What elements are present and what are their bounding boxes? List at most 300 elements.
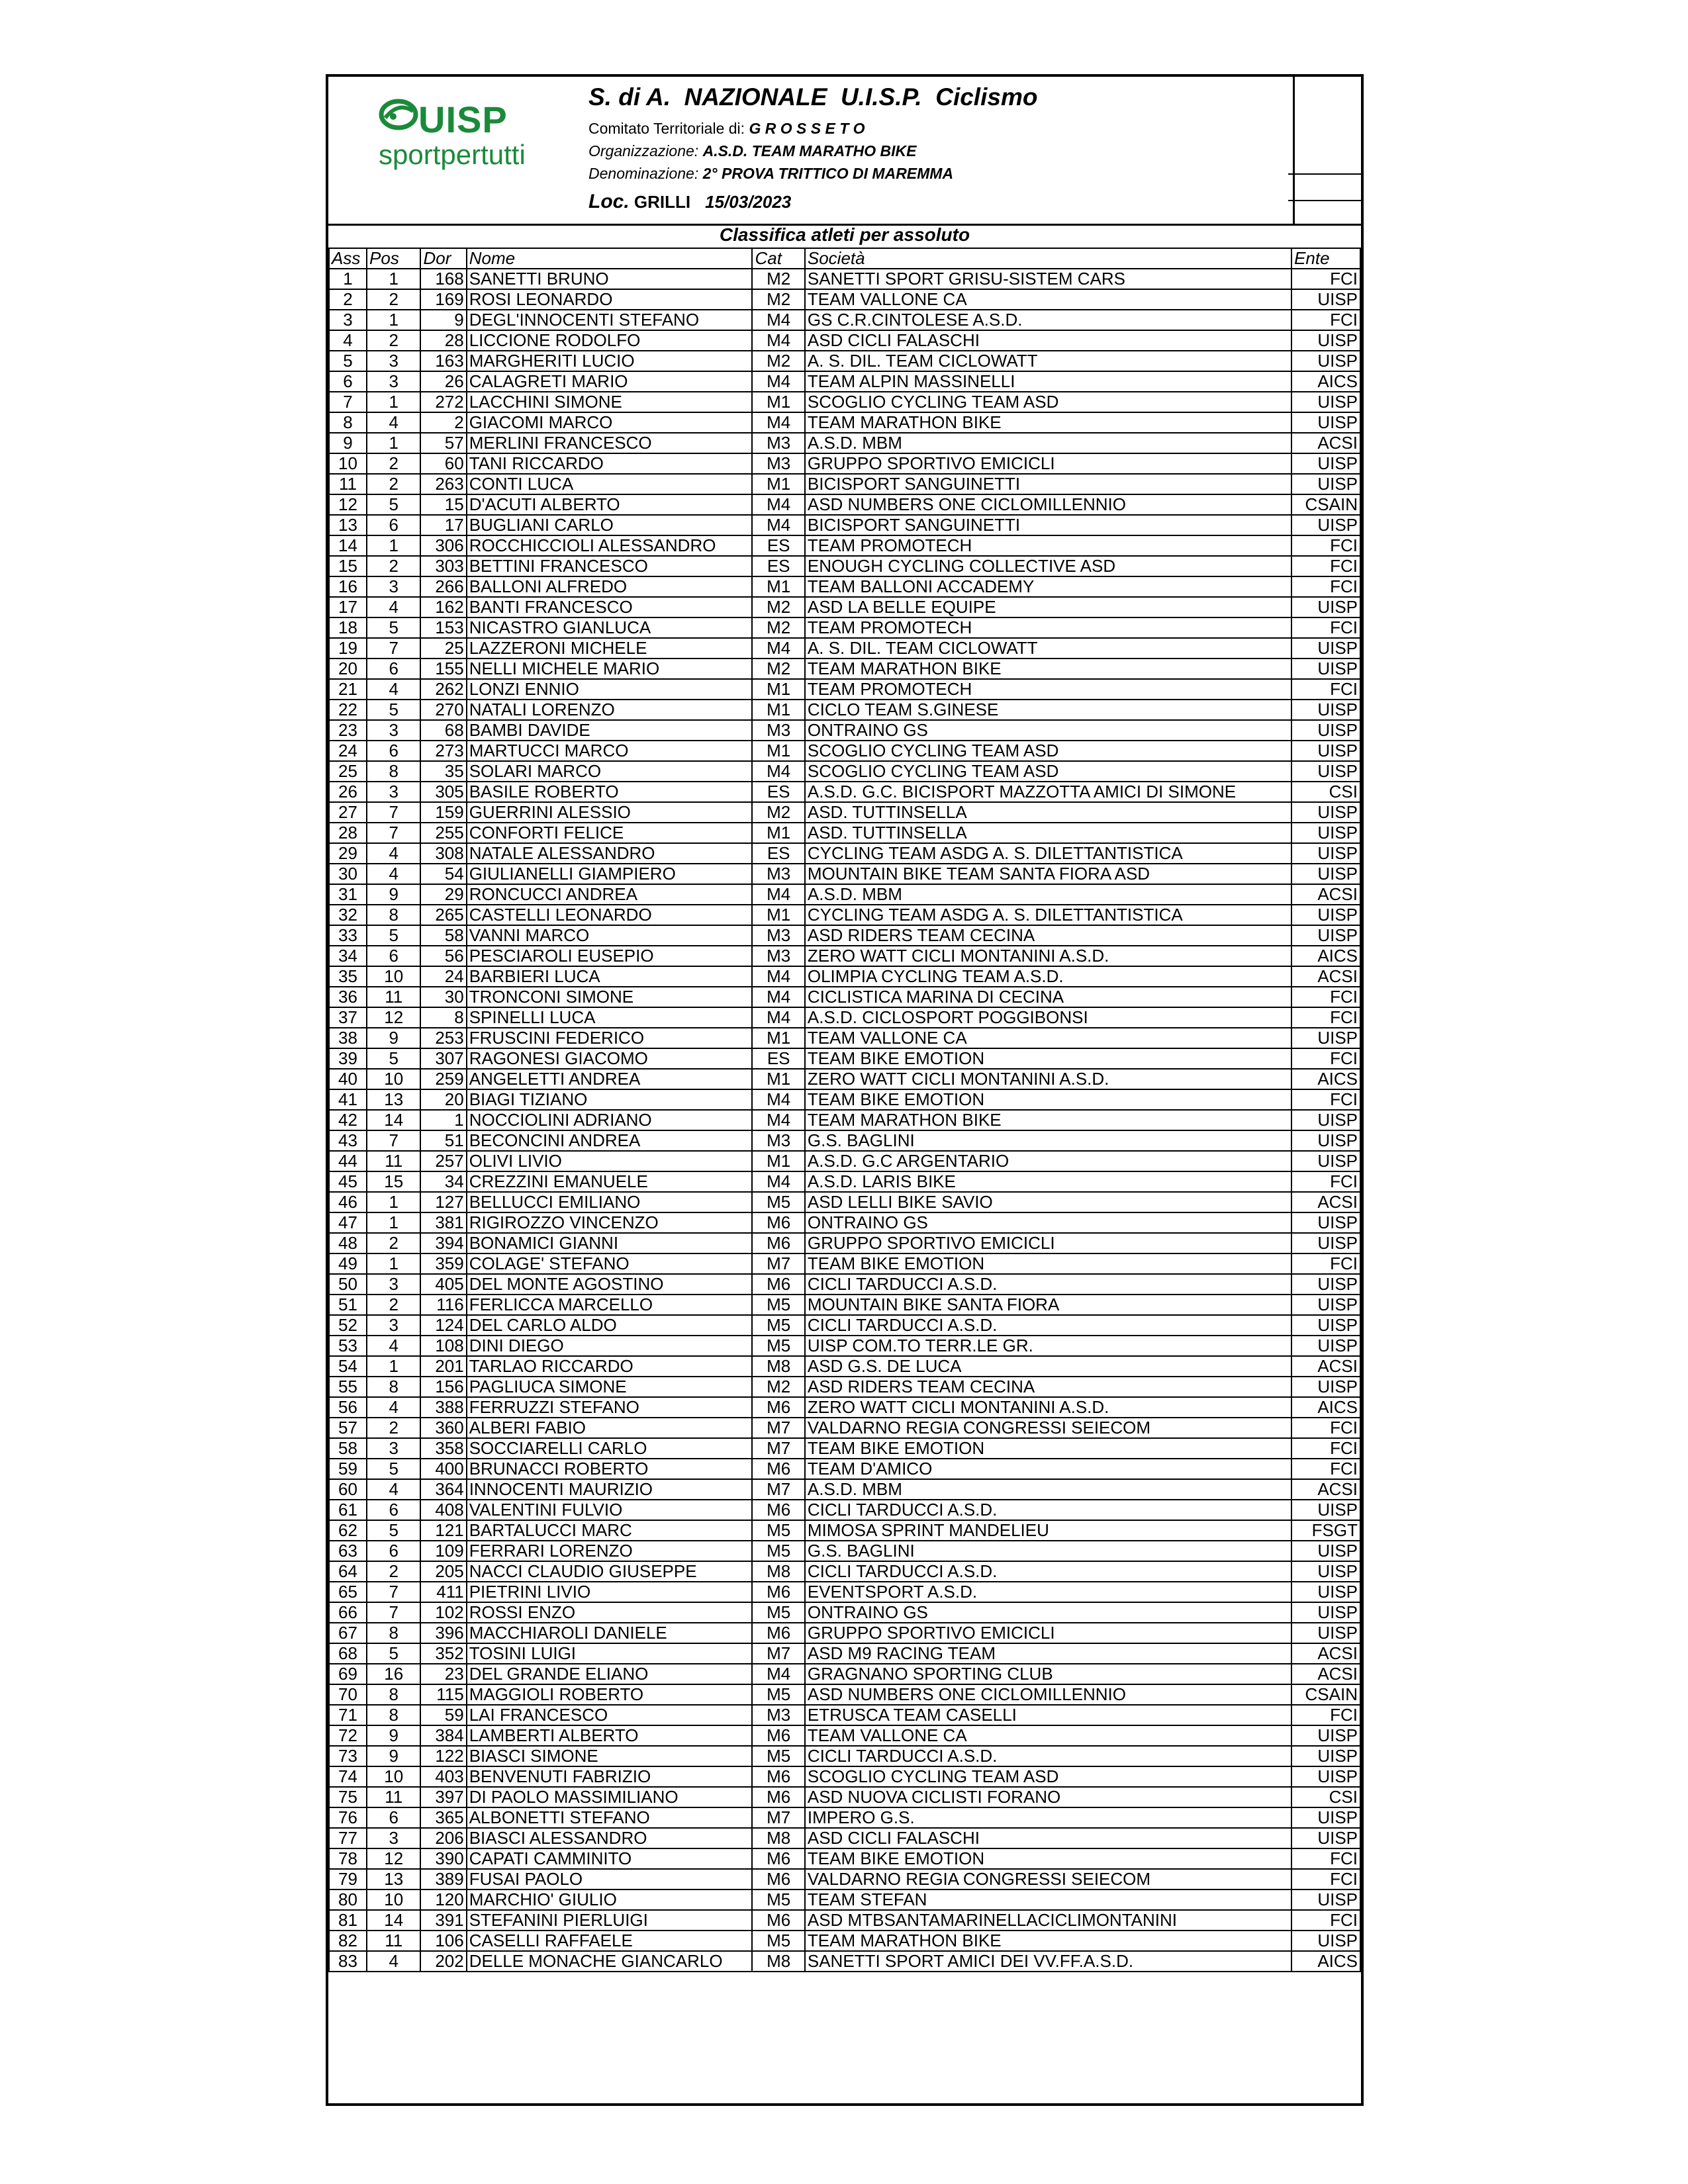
cell-pos: 2 (367, 1295, 420, 1315)
cell-nome: BIASCI ALESSANDRO (467, 1828, 753, 1848)
cell-ente: CSI (1291, 782, 1360, 802)
cell-cat: M6 (752, 1623, 804, 1643)
cell-ente: ACSI (1291, 884, 1360, 905)
cell-ass: 20 (329, 659, 367, 679)
cell-societa: G.S. BAGLINI (805, 1541, 1291, 1561)
cell-cat: M7 (752, 1418, 804, 1438)
table-row (329, 1541, 1360, 1561)
cell-cat: M4 (752, 310, 804, 330)
cell-ente: UISP (1291, 905, 1360, 925)
cell-nome: STEFANINI PIERLUIGI (467, 1910, 753, 1931)
cell-cat: M7 (752, 1643, 804, 1664)
table-row (329, 1438, 1360, 1459)
cell-nome: BENVENUTI FABRIZIO (467, 1766, 753, 1787)
cell-dor: 365 (420, 1807, 466, 1828)
cell-nome: LAZZERONI MICHELE (467, 638, 753, 659)
cell-ass: 67 (329, 1623, 367, 1643)
cell-pos: 4 (367, 864, 420, 884)
table-row (329, 1048, 1360, 1069)
cell-nome: ROCCHICCIOLI ALESSANDRO (467, 535, 753, 556)
cell-dor: 9 (420, 310, 466, 330)
col-ente: Ente (1291, 248, 1360, 269)
cell-cat: M4 (752, 966, 804, 987)
cell-nome: COLAGE' STEFANO (467, 1253, 753, 1274)
uisp-swirl-icon (379, 98, 418, 131)
cell-nome: PIETRINI LIVIO (467, 1582, 753, 1602)
cell-pos: 4 (367, 412, 420, 433)
cell-pos: 1 (367, 535, 420, 556)
cell-nome: NATALI LORENZO (467, 700, 753, 720)
cell-ente: UISP (1291, 1541, 1360, 1561)
table-row (329, 392, 1360, 412)
cell-ente: UISP (1291, 1931, 1360, 1951)
organization-label: Organizzazione: (588, 142, 703, 159)
cell-societa: TEAM BIKE EMOTION (805, 1848, 1291, 1869)
cell-nome: FERRARI LORENZO (467, 1541, 753, 1561)
cell-cat: M1 (752, 1028, 804, 1048)
table-row (329, 1171, 1360, 1192)
cell-nome: BONAMICI GIANNI (467, 1233, 753, 1253)
cell-societa: CYCLING TEAM ASDG A. S. DILETTANTISTICA (805, 843, 1291, 864)
cell-societa: TEAM BIKE EMOTION (805, 1253, 1291, 1274)
cell-pos: 4 (367, 843, 420, 864)
cell-ente: UISP (1291, 741, 1360, 761)
cell-societa: ASD NUMBERS ONE CICLOMILLENNIO (805, 1684, 1291, 1705)
cell-ente: ACSI (1291, 433, 1360, 453)
cell-pos: 4 (367, 1479, 420, 1500)
cell-nome: BUGLIANI CARLO (467, 515, 753, 535)
cell-societa: A.S.D. CICLOSPORT POGGIBONSI (805, 1007, 1291, 1028)
cell-dor: 408 (420, 1500, 466, 1520)
cell-societa: CICLI TARDUCCI A.S.D. (805, 1500, 1291, 1520)
cell-cat: M6 (752, 1725, 804, 1746)
cell-societa: GRUPPO SPORTIVO EMICICLI (805, 1623, 1291, 1643)
cell-societa: TEAM PROMOTECH (805, 679, 1291, 700)
cell-ente: UISP (1291, 351, 1360, 371)
cell-dor: 51 (420, 1130, 466, 1151)
cell-ente: UISP (1291, 392, 1360, 412)
cell-pos: 7 (367, 638, 420, 659)
cell-pos: 3 (367, 782, 420, 802)
cell-pos: 1 (367, 392, 420, 412)
cell-ass: 6 (329, 371, 367, 392)
cell-cat: M5 (752, 1192, 804, 1212)
cell-dor: 265 (420, 905, 466, 925)
cell-pos: 1 (367, 1356, 420, 1377)
cell-nome: NACCI CLAUDIO GIUSEPPE (467, 1561, 753, 1582)
cell-societa: A. S. DIL. TEAM CICLOWATT (805, 351, 1291, 371)
cell-dor: 35 (420, 761, 466, 782)
cell-nome: LAI FRANCESCO (467, 1705, 753, 1725)
cell-cat: M1 (752, 823, 804, 843)
cell-ass: 35 (329, 966, 367, 987)
cell-dor: 396 (420, 1623, 466, 1643)
cell-dor: 403 (420, 1766, 466, 1787)
cell-dor: 262 (420, 679, 466, 700)
cell-societa: OLIMPIA CYCLING TEAM A.S.D. (805, 966, 1291, 987)
cell-pos: 8 (367, 1705, 420, 1725)
table-row (329, 1315, 1360, 1336)
cell-pos: 6 (367, 741, 420, 761)
cell-pos: 6 (367, 1807, 420, 1828)
cell-ente: AICS (1291, 1397, 1360, 1418)
cell-ass: 60 (329, 1479, 367, 1500)
cell-cat: M3 (752, 1130, 804, 1151)
cell-ente: FCI (1291, 1171, 1360, 1192)
cell-societa: UISP COM.TO TERR.LE GR. (805, 1336, 1291, 1356)
cell-societa: ASD RIDERS TEAM CECINA (805, 1377, 1291, 1397)
cell-pos: 16 (367, 1664, 420, 1684)
cell-dor: 121 (420, 1520, 466, 1541)
cell-ass: 63 (329, 1541, 367, 1561)
cell-cat: M5 (752, 1931, 804, 1951)
cell-dor: 306 (420, 535, 466, 556)
table-row (329, 1643, 1360, 1664)
cell-ass: 15 (329, 556, 367, 576)
cell-societa: TEAM BIKE EMOTION (805, 1438, 1291, 1459)
cell-ass: 25 (329, 761, 367, 782)
table-row (329, 1336, 1360, 1356)
cell-ass: 83 (329, 1951, 367, 1972)
header-right-box (1293, 77, 1361, 224)
cell-cat: M4 (752, 330, 804, 351)
cell-ass: 45 (329, 1171, 367, 1192)
table-row (329, 1725, 1360, 1746)
cell-nome: CASTELLI LEONARDO (467, 905, 753, 925)
cell-ass: 56 (329, 1397, 367, 1418)
cell-nome: FERLICCA MARCELLO (467, 1295, 753, 1315)
cell-ente: UISP (1291, 700, 1360, 720)
cell-dor: 109 (420, 1541, 466, 1561)
cell-cat: M1 (752, 392, 804, 412)
cell-nome: DEL GRANDE ELIANO (467, 1664, 753, 1684)
cell-nome: SPINELLI LUCA (467, 1007, 753, 1028)
cell-nome: TRONCONI SIMONE (467, 987, 753, 1007)
cell-ente: FCI (1291, 1048, 1360, 1069)
cell-dor: 122 (420, 1746, 466, 1766)
table-row (329, 966, 1360, 987)
cell-ente: UISP (1291, 1377, 1360, 1397)
cell-pos: 4 (367, 597, 420, 617)
table-row (329, 741, 1360, 761)
cell-cat: M2 (752, 659, 804, 679)
cell-ass: 80 (329, 1889, 367, 1910)
race-date: 15/03/2023 (705, 192, 792, 212)
cell-nome: BIASCI SIMONE (467, 1746, 753, 1766)
cell-nome: TOSINI LUIGI (467, 1643, 753, 1664)
cell-dor: 127 (420, 1192, 466, 1212)
table-row (329, 289, 1360, 310)
cell-ass: 22 (329, 700, 367, 720)
cell-dor: 391 (420, 1910, 466, 1931)
cell-ass: 61 (329, 1500, 367, 1520)
cell-dor: 30 (420, 987, 466, 1007)
cell-dor: 106 (420, 1931, 466, 1951)
cell-ass: 74 (329, 1766, 367, 1787)
table-row (329, 843, 1360, 864)
cell-pos: 6 (367, 515, 420, 535)
cell-nome: RIGIROZZO VINCENZO (467, 1212, 753, 1233)
cell-nome: NOCCIOLINI ADRIANO (467, 1110, 753, 1130)
cell-societa: TEAM BIKE EMOTION (805, 1089, 1291, 1110)
cell-ass: 65 (329, 1582, 367, 1602)
cell-ente: FCI (1291, 1910, 1360, 1931)
cell-dor: 257 (420, 1151, 466, 1171)
cell-nome: CREZZINI EMANUELE (467, 1171, 753, 1192)
table-row (329, 679, 1360, 700)
cell-ente: UISP (1291, 1746, 1360, 1766)
cell-societa: IMPERO G.S. (805, 1807, 1291, 1828)
committee-line (588, 120, 865, 138)
table-row (329, 1110, 1360, 1130)
table-row (329, 576, 1360, 597)
cell-ente: ACSI (1291, 966, 1360, 987)
cell-societa: ENOUGH CYCLING COLLECTIVE ASD (805, 556, 1291, 576)
cell-ass: 27 (329, 802, 367, 823)
cell-cat: M7 (752, 1479, 804, 1500)
cell-dor: 102 (420, 1602, 466, 1623)
table-row (329, 1561, 1360, 1582)
cell-dor: 308 (420, 843, 466, 864)
cell-nome: BARBIERI LUCA (467, 966, 753, 987)
cell-ente: UISP (1291, 412, 1360, 433)
cell-societa: A.S.D. LARIS BIKE (805, 1171, 1291, 1192)
cell-ente: UISP (1291, 1602, 1360, 1623)
cell-dor: 390 (420, 1848, 466, 1869)
cell-ente: UISP (1291, 1336, 1360, 1356)
cell-pos: 2 (367, 1561, 420, 1582)
cell-pos: 1 (367, 269, 420, 289)
cell-ass: 39 (329, 1048, 367, 1069)
cell-nome: BIAGI TIZIANO (467, 1089, 753, 1110)
classification-title: Classifica atleti per assoluto (719, 224, 970, 245)
table-row (329, 1130, 1360, 1151)
cell-societa: EVENTSPORT A.S.D. (805, 1582, 1291, 1602)
cell-societa: SCOGLIO CYCLING TEAM ASD (805, 1766, 1291, 1787)
table-row (329, 617, 1360, 638)
table-row (329, 1684, 1360, 1705)
cell-ass: 12 (329, 494, 367, 515)
cell-ente: UISP (1291, 453, 1360, 474)
cell-nome: DEL MONTE AGOSTINO (467, 1274, 753, 1295)
cell-cat: M6 (752, 1869, 804, 1889)
cell-ass: 49 (329, 1253, 367, 1274)
cell-cat: M2 (752, 802, 804, 823)
cell-nome: LACCHINI SIMONE (467, 392, 753, 412)
cell-ente: UISP (1291, 925, 1360, 946)
cell-pos: 4 (367, 1951, 420, 1972)
cell-cat: M6 (752, 1910, 804, 1931)
cell-nome: TARLAO RICCARDO (467, 1356, 753, 1377)
cell-cat: M2 (752, 617, 804, 638)
cell-nome: D'ACUTI ALBERTO (467, 494, 753, 515)
cell-dor: 116 (420, 1295, 466, 1315)
cell-nome: GIACOMI MARCO (467, 412, 753, 433)
cell-pos: 7 (367, 1582, 420, 1602)
cell-ente: UISP (1291, 1110, 1360, 1130)
cell-ass: 38 (329, 1028, 367, 1048)
cell-societa: TEAM D'AMICO (805, 1459, 1291, 1479)
cell-ass: 29 (329, 843, 367, 864)
cell-societa: ZERO WATT CICLI MONTANINI A.S.D. (805, 1069, 1291, 1089)
cell-ass: 23 (329, 720, 367, 741)
cell-pos: 3 (367, 351, 420, 371)
cell-ente: AICS (1291, 1069, 1360, 1089)
cell-pos: 12 (367, 1848, 420, 1869)
cell-societa: BICISPORT SANGUINETTI (805, 515, 1291, 535)
table-row (329, 494, 1360, 515)
table-row (329, 1889, 1360, 1910)
cell-pos: 15 (367, 1171, 420, 1192)
col-dor: Dor (420, 248, 466, 269)
cell-cat: M7 (752, 1438, 804, 1459)
cell-ass: 42 (329, 1110, 367, 1130)
table-row (329, 1582, 1360, 1602)
cell-cat: M6 (752, 1274, 804, 1295)
table-row (329, 1807, 1360, 1828)
cell-pos: 4 (367, 679, 420, 700)
cell-dor: 23 (420, 1664, 466, 1684)
table-row (329, 1766, 1360, 1787)
uisp-logo (379, 98, 544, 177)
table-row (329, 946, 1360, 966)
table-row (329, 412, 1360, 433)
cell-ente: FCI (1291, 576, 1360, 597)
table-row (329, 802, 1360, 823)
cell-cat: M3 (752, 1705, 804, 1725)
cell-cat: M5 (752, 1315, 804, 1336)
cell-nome: GIULIANELLI GIAMPIERO (467, 864, 753, 884)
cell-pos: 1 (367, 433, 420, 453)
table-row (329, 782, 1360, 802)
cell-nome: RONCUCCI ANDREA (467, 884, 753, 905)
cell-ass: 41 (329, 1089, 367, 1110)
cell-nome: LONZI ENNIO (467, 679, 753, 700)
cell-societa: MOUNTAIN BIKE TEAM SANTA FIORA ASD (805, 864, 1291, 884)
cell-pos: 1 (367, 1212, 420, 1233)
cell-ente: CSAIN (1291, 494, 1360, 515)
cell-ente: FCI (1291, 1089, 1360, 1110)
cell-pos: 5 (367, 617, 420, 638)
cell-nome: OLIVI LIVIO (467, 1151, 753, 1171)
cell-dor: 120 (420, 1889, 466, 1910)
table-row (329, 1459, 1360, 1479)
cell-dor: 359 (420, 1253, 466, 1274)
table-row (329, 1828, 1360, 1848)
cell-ente: FCI (1291, 1459, 1360, 1479)
table-row (329, 1848, 1360, 1869)
cell-nome: CASELLI RAFFAELE (467, 1931, 753, 1951)
cell-dor: 389 (420, 1869, 466, 1889)
table-row (329, 1869, 1360, 1889)
cell-cat: M4 (752, 1664, 804, 1684)
cell-cat: M6 (752, 1848, 804, 1869)
cell-nome: MARGHERITI LUCIO (467, 351, 753, 371)
cell-nome: VANNI MARCO (467, 925, 753, 946)
cell-dor: 115 (420, 1684, 466, 1705)
cell-pos: 3 (367, 1438, 420, 1459)
cell-cat: M3 (752, 453, 804, 474)
cell-dor: 168 (420, 269, 466, 289)
cell-societa: ASD MTBSANTAMARINELLACICLIMONTANINI (805, 1910, 1291, 1931)
cell-cat: M1 (752, 576, 804, 597)
cell-dor: 162 (420, 597, 466, 617)
cell-dor: 255 (420, 823, 466, 843)
cell-societa: ASD RIDERS TEAM CECINA (805, 925, 1291, 946)
cell-dor: 305 (420, 782, 466, 802)
table-row (329, 823, 1360, 843)
cell-cat: M5 (752, 1746, 804, 1766)
table-row (329, 474, 1360, 494)
table-row (329, 597, 1360, 617)
cell-ente: CSAIN (1291, 1684, 1360, 1705)
denomination-line (588, 165, 953, 183)
cell-nome: BASILE ROBERTO (467, 782, 753, 802)
cell-societa: GRAGNANO SPORTING CLUB (805, 1664, 1291, 1684)
table-row (329, 638, 1360, 659)
results-sheet (326, 74, 1364, 2106)
cell-nome: DINI DIEGO (467, 1336, 753, 1356)
cell-ass: 76 (329, 1807, 367, 1828)
cell-dor: 381 (420, 1212, 466, 1233)
cell-dor: 206 (420, 1828, 466, 1848)
cell-cat: ES (752, 1048, 804, 1069)
cell-pos: 2 (367, 1233, 420, 1253)
cell-pos: 6 (367, 946, 420, 966)
cell-ente: UISP (1291, 1828, 1360, 1848)
cell-pos: 12 (367, 1007, 420, 1028)
cell-cat: M4 (752, 1089, 804, 1110)
cell-pos: 9 (367, 1028, 420, 1048)
cell-societa: ETRUSCA TEAM CASELLI (805, 1705, 1291, 1725)
cell-nome: MACCHIAROLI DANIELE (467, 1623, 753, 1643)
cell-ass: 52 (329, 1315, 367, 1336)
cell-dor: 273 (420, 741, 466, 761)
cell-pos: 5 (367, 1520, 420, 1541)
cell-societa: TEAM STEFAN (805, 1889, 1291, 1910)
cell-dor: 54 (420, 864, 466, 884)
table-row (329, 1520, 1360, 1541)
cell-cat: M4 (752, 638, 804, 659)
cell-ass: 78 (329, 1848, 367, 1869)
table-row (329, 1007, 1360, 1028)
cell-societa: ONTRAINO GS (805, 720, 1291, 741)
cell-dor: 68 (420, 720, 466, 741)
cell-cat: M5 (752, 1336, 804, 1356)
cell-nome: FERRUZZI STEFANO (467, 1397, 753, 1418)
cell-cat: M6 (752, 1500, 804, 1520)
cell-societa: A.S.D. MBM (805, 433, 1291, 453)
cell-ass: 7 (329, 392, 367, 412)
cell-ass: 47 (329, 1212, 367, 1233)
cell-pos: 8 (367, 1684, 420, 1705)
cell-societa: CYCLING TEAM ASDG A. S. DILETTANTISTICA (805, 905, 1291, 925)
cell-ente: UISP (1291, 330, 1360, 351)
cell-ente: FCI (1291, 1848, 1360, 1869)
cell-nome: CONFORTI FELICE (467, 823, 753, 843)
cell-ente: ACSI (1291, 1356, 1360, 1377)
cell-cat: M6 (752, 1233, 804, 1253)
cell-dor: 24 (420, 966, 466, 987)
cell-dor: 307 (420, 1048, 466, 1069)
cell-pos: 3 (367, 1274, 420, 1295)
table-row (329, 1479, 1360, 1500)
cell-dor: 15 (420, 494, 466, 515)
cell-pos: 11 (367, 987, 420, 1007)
cell-nome: ROSI LEONARDO (467, 289, 753, 310)
cell-ass: 14 (329, 535, 367, 556)
cell-nome: MERLINI FRANCESCO (467, 433, 753, 453)
